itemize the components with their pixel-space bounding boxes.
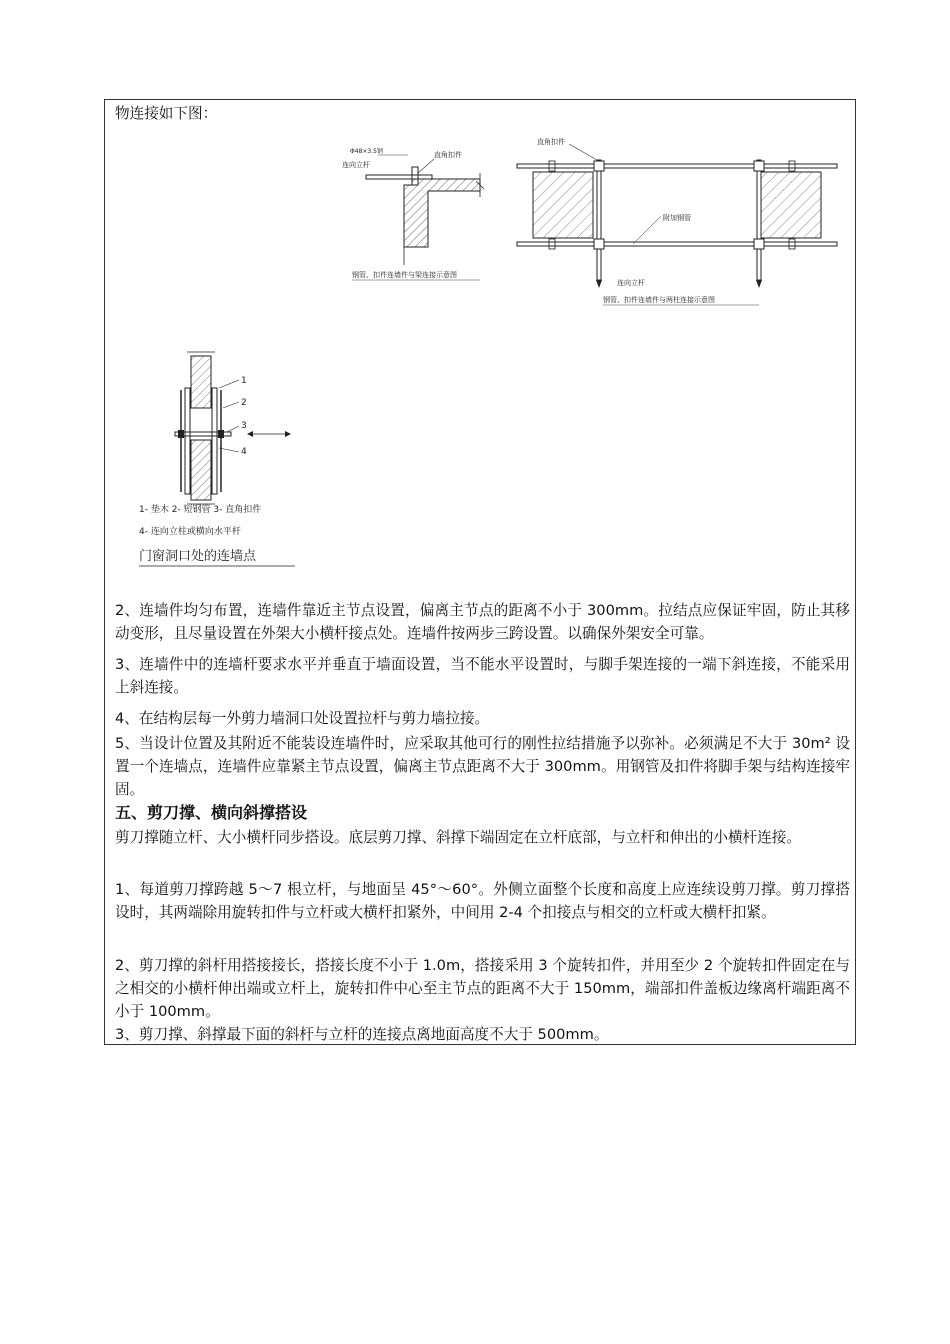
section-item-3: 3、剪刀撑、斜撑最下面的斜杆与立杆的连接点离地面高度不大于 500mm。 — [115, 1026, 609, 1043]
section-intro: 剪刀撑随立杆、大小横杆同步搭设。底层剪刀撑、斜撑下端固定在立杆底部，与立杆和伸出的小横杆连接。 — [115, 829, 801, 846]
pole-label: 连向立杆 — [342, 161, 370, 169]
section-item-1: 1、每道剪刀撑跨越 5～7 根立杆，与地面呈 45°～60°。外侧立面整个长度和高度上应连续设剪刀撑。剪刀撑搭设时，其两端除用旋转扣件与立杆或大横杆扣紧外，中间用 2-4 个扣接点与相交的立杆或大横杆扣紧。 — [115, 881, 850, 921]
beam-connection-diagram — [330, 145, 500, 285]
spec-label: Φ48×3.5钢 — [350, 148, 383, 155]
callout-2: 2 — [241, 398, 247, 408]
callout-1: 1 — [241, 376, 247, 386]
paragraph-4: 4、在结构层每一外剪力墙洞口处设置拉杆与剪力墙拉接。 — [115, 710, 490, 727]
figure2-caption: 钢管、扣件连墙件与两柱连接示意图 — [603, 296, 715, 304]
legend-line-2: 4- 连向立柱或横向水平杆 — [139, 527, 241, 537]
legend-line-1: 1- 垫木 2- 短钢管 3- 直角扣件 — [139, 505, 262, 515]
column-connection-diagram — [513, 132, 843, 312]
section-item-2: 2、剪刀撑的斜杆用搭接接长，搭接长度不小于 1.0m，搭接采用 3 个旋转扣件，并用至少 2 个旋转扣件固定在与之相交的小横杆伸出端或立杆上，旋转扣件中心至主节点的距离不大于 150mm，端部扣件盖板边缘离杆端距离不小于 100mm。 — [115, 957, 850, 1020]
paragraph-2: 2、连墙件均匀布置，连墙件靠近主节点设置，偏离主节点的距离不小于 300mm。拉结点应保证牢固，防止其移动变形，且尽量设置在外架大小横杆接点处。连墙件按两步三跨设置。以确保外架安全可靠。 — [115, 602, 850, 642]
clamp-label-2: 直角扣件 — [537, 138, 565, 146]
callout-3: 3 — [241, 421, 247, 431]
figure3-caption: 门窗洞口处的连墙点 — [139, 549, 257, 564]
callout-4: 4 — [241, 447, 247, 457]
opening-connection-diagram — [135, 348, 345, 578]
intro-line: 物连接如下图： — [115, 105, 218, 122]
figure1-caption: 钢管、扣件连墙件与梁连接示意图 — [352, 271, 457, 279]
section-heading: 五、剪刀撑、横向斜撑搭设 — [115, 803, 308, 822]
pipe-label: 附加钢管 — [663, 214, 691, 222]
paragraph-3: 3、连墙件中的连墙杆要求水平并垂直于墙面设置，当不能水平设置时，与脚手架连接的一端下斜连接，不能采用上斜连接。 — [115, 656, 850, 696]
pole-label-2: 连向立杆 — [617, 279, 645, 287]
clamp-label: 直角扣件 — [434, 151, 462, 159]
content-box — [104, 99, 856, 1045]
paragraph-5: 5、当设计位置及其附近不能装设连墙件时，应采取其他可行的刚性拉结措施予以弥补。必须满足不大于 30m² 设置一个连墙点，连墙件应靠紧主节点设置，偏离主节点距离不大于 300mm。用钢管及扣件将脚手架与结构连接牢固。 — [115, 735, 850, 798]
